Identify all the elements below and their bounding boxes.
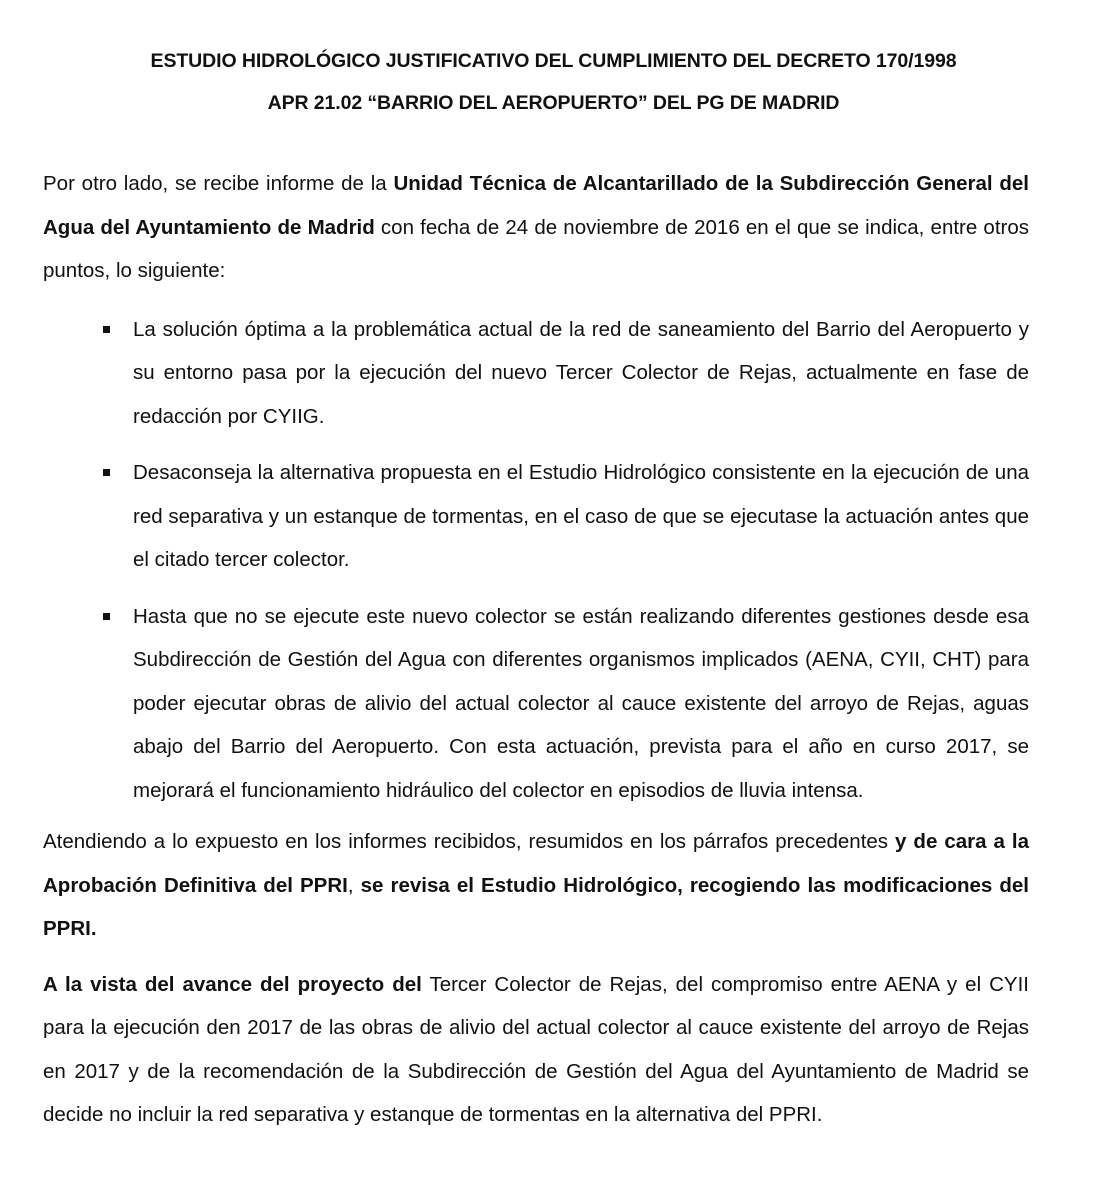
list-item-text: Hasta que no se ejecute este nuevo colector se están realizando diferentes gestiones desde esa Subdirección de Gestión del Agua con diferentes organismos implicados (AENA, CYII, CHT) para poder ejecutar obras de alivio del actual colector al cauce existente del arroyo de Rejas, aguas abajo del Barrio del Aeropuerto. Con esta actuación, prevista para el año en curso 2017, se mejorará el funcionamiento hidráulico del colector en episodios de lluvia intensa. [133,604,1029,802]
paragraph-conclusion-text-1: Atendiendo a lo expuesto en los informes recibidos, resumidos en los párrafos precedentes [43,830,896,853]
list-item [43,308,1029,439]
paragraph-conclusion-text-2: , [347,873,361,897]
list-item [43,451,1029,582]
list-item-text: La solución óptima a la problemática actual de la red de saneamiento del Barrio del Aeropuerto y su entorno pasa por la ejecución del nuevo Tercer Colector de Rejas, actualmente en fase de redacción por CYIIG. [133,317,1029,428]
paragraph-decision-bold: A la vista del avance del proyecto del [43,972,422,996]
list-item-text: Desaconseja la alternativa propuesta en el Estudio Hidrológico consistente en la ejecución de una red separativa y un estanque de tormentas, en el caso de que se ejecutase la actuación antes que el citado tercer colector. [133,461,1029,571]
square-bullet-icon [103,326,110,333]
header-title-line-1: ESTUDIO HIDROLÓGICO JUSTIFICATIVO DEL CUMPLIMIENTO DEL DECRETO 170/1998 [150,50,957,72]
paragraph-conclusion-bold-1: y de cara a la Aprobación Definitiva del PPRI [43,830,1029,897]
square-bullet-icon [103,469,110,476]
document-header [78,40,1029,124]
header-title-line-2: APR 21.02 “BARRIO DEL AEROPUERTO” DEL PG DE MADRID [267,92,840,114]
paragraph-decision [43,963,1029,1137]
bullet-list [43,308,1029,813]
paragraph-intro-text-1: Por otro lado, se recibe informe de la [43,172,394,195]
paragraph-intro [43,162,1029,293]
paragraph-conclusion [43,820,1029,951]
paragraph-decision-text: Tercer Colector de Rejas, del compromiso entre AENA y el CYII para la ejecución den 2017 de las obras de alivio del actual colector al cauce existente del arroyo de Rejas en 2017 y de la recomendación de la Subdirección de Gestión del Agua del Ayuntamiento de Madrid se decide no incluir la red separativa y estanque de tormentas en la alternativa del PPRI. [43,972,1029,1126]
list-item [43,595,1029,813]
square-bullet-icon [103,613,110,620]
paragraph-intro-text-2: con fecha de 24 de noviembre de 2016 en el que se indica, entre otros puntos, lo siguiente: [43,215,1029,282]
paragraph-conclusion-bold-2: se revisa el Estudio Hidrológico, recogiendo las modificaciones del PPRI. [43,873,1029,940]
paragraph-intro-bold-entity: Unidad Técnica de Alcantarillado de la Subdirección General del Agua del Ayuntamiento de Madrid [43,172,1029,239]
